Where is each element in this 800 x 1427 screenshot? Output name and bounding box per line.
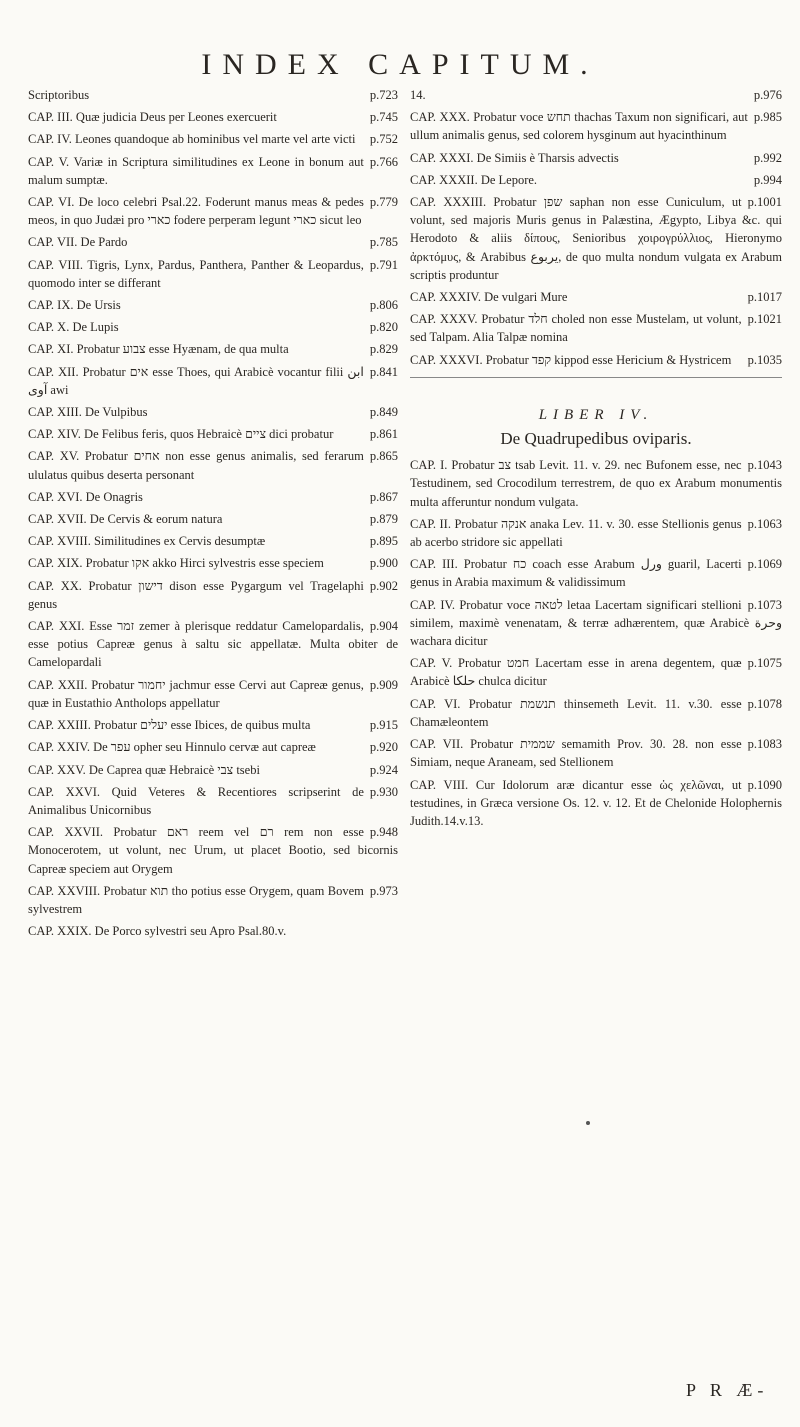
page-number: p.841	[369, 364, 398, 379]
left-entry	[28, 882, 398, 918]
entry-text: CAP. XXI. Esse זמר zemer à plerisque reddatur Camelopardalis, esse potius Capreæ genus à saltu sic appellatæ. Multa obiter de Camelopardali	[28, 619, 398, 670]
left-entry	[28, 510, 398, 528]
left-entry	[28, 738, 398, 756]
right-entry	[410, 149, 782, 167]
entry-text: CAP. XXXI. De Simiis è Tharsis advectis	[410, 150, 619, 165]
entry-text: CAP. XII. Probatur אים esse Thoes, qui Arabicè vocantur filii ابن آوى awi	[28, 364, 364, 397]
page-number: p.1017	[747, 290, 782, 305]
section-rule	[410, 377, 782, 378]
page-number: p.779	[369, 195, 398, 210]
entry-text: CAP. XI. Probatur צבוע esse Hyænam, de qua multa	[28, 342, 289, 357]
liber-title: LIBER IV.	[538, 406, 654, 423]
book4-entry	[410, 654, 782, 690]
book4-entry	[410, 776, 782, 831]
entry-text: CAP. VII. Probatur שממית semamith Prov. 30. 28. non esse Simiam, neque Araneam, sed Stellionem	[410, 737, 742, 770]
entry-text: CAP. XXIV. De עפר opher seu Hinnulo cervæ aut capreæ	[28, 740, 316, 755]
entry-text: CAP. XVII. De Cervis & eorum natura	[28, 512, 223, 527]
page-number: p.879	[369, 512, 398, 527]
page-number: p.829	[369, 342, 398, 357]
entry-text: CAP. VII. De Pardo	[28, 235, 128, 250]
left-entry	[28, 108, 398, 126]
page-number: p.1069	[747, 557, 782, 572]
entry-text: CAP. X. De Lupis	[28, 320, 119, 335]
entry-text: CAP. II. Probatur אנקה anaka Lev. 11. v. 30. esse Stellionis genus ab acerbo stridore sic appellati	[410, 516, 742, 550]
page-number: p.791	[369, 257, 398, 272]
entry-text: CAP. XXIII. Probatur יעלים esse Ibices, de quibus multa	[28, 718, 311, 733]
entry-text: CAP. III. Quæ judicia Deus per Leones exercuerit	[28, 110, 277, 125]
entry-text: CAP. XXXIII. Probatur שפן saphan non esse Cuniculum, ut volunt, sed majoris Muris genus in Palæstina, Ægypto, Libya &c. qui Herodoto & aliis δίπους, Senioribus χοιρογρύλλιος, Hieronymo ἀρκτόμυς, & Arabibus يربوع, de quo multa nondum vulgata ex Arabum scriptis produntur	[410, 195, 782, 282]
right-entry	[410, 86, 782, 104]
entry-text: CAP. XIII. De Vulpibus	[28, 405, 148, 420]
book4-entry	[410, 555, 782, 591]
right-entry	[410, 108, 782, 144]
page-number: p.1073	[747, 597, 782, 612]
page-number: p.904	[369, 619, 398, 634]
entry-text: CAP. XXV. De Caprea quæ Hebraicè צבי tsebi	[28, 762, 260, 777]
page-number: p.992	[753, 150, 782, 165]
book4-entry	[410, 596, 782, 651]
entry-text: CAP. V. Variæ in Scriptura similitudines ex Leone in bonum aut malum sumptæ.	[28, 154, 364, 187]
right-entry	[410, 351, 782, 369]
entry-text: CAP. XV. Probatur אחים non esse genus animalis, sed ferarum ululatus quibus deserta personant	[28, 449, 364, 482]
entry-text: CAP. V. Probatur חמט Lacertam esse in arena degentem, quæ Arabicè حلكا chulca dicitur	[410, 656, 742, 689]
entry-text: CAP. XIV. De Felibus feris, quos Hebraicè ציים dici probatur	[28, 427, 334, 442]
page-number: p.1043	[747, 458, 782, 473]
left-entry	[28, 577, 398, 613]
entry-text: CAP. VIII. Tigris, Lynx, Pardus, Panthera, Panther & Leopardus, quomodo inter se differant	[28, 257, 364, 290]
left-entry	[28, 554, 398, 572]
left-entry	[28, 532, 398, 550]
entry-text: CAP. XIX. Probatur אקו akko Hirci sylvestris esse speciem	[28, 556, 324, 571]
page-number: p.915	[369, 718, 398, 733]
book4-entry	[410, 735, 782, 771]
entry-text: 14.	[410, 88, 426, 102]
page-number: p.785	[369, 235, 398, 250]
right-entry	[410, 310, 782, 346]
left-entry	[28, 153, 398, 189]
left-entry	[28, 363, 398, 399]
entry-text: CAP. IX. De Ursis	[28, 298, 121, 313]
ink-blot	[586, 1121, 590, 1125]
entry-text: CAP. XXVIII. Probatur תוא tho potius esse Orygem, quam Bovem sylvestrem	[28, 883, 364, 916]
right-column	[410, 86, 782, 834]
page-number: p.820	[369, 320, 398, 335]
book4-entry	[410, 695, 782, 731]
entry-text: CAP. IV. Leones quandoque ab hominibus vel marte vel arte victi	[28, 132, 356, 147]
page-number: p.1090	[747, 777, 782, 792]
entry-text: CAP. XXXVI. Probatur קפד kippod esse Hericium & Hystricem	[410, 352, 732, 367]
left-entry	[28, 783, 398, 819]
entry-text: CAP. III. Probatur כח coach esse Arabum ورل guaril, Lacerti genus in Arabia maximum & validissimum	[410, 557, 742, 590]
left-entry	[28, 488, 398, 506]
entry-text: Scriptoribus	[28, 88, 90, 102]
entry-text: CAP. XVI. De Onagris	[28, 489, 143, 504]
entry-text: CAP. XXVII. Probatur ראם reem vel רם rem non esse Monocerotem, ut volunt, nec Urum, ut placet Bootio, sed bicornis Capreæ speciem aut Orygem	[28, 825, 398, 876]
page-number: p.920	[369, 740, 398, 755]
page-number: p.1063	[747, 516, 782, 531]
page-header: INDEX CAPITUM.	[201, 48, 599, 81]
section-title: De Quadrupedibus oviparis.	[500, 429, 692, 449]
page-number: p.1075	[747, 656, 782, 671]
page-number: p.752	[369, 132, 398, 147]
page-number: p.1001	[747, 195, 782, 210]
left-entry	[28, 425, 398, 443]
page-number: p.909	[369, 677, 398, 692]
page-number: p.973	[369, 883, 398, 898]
page-number: p.924	[369, 762, 398, 777]
left-entry	[28, 617, 398, 672]
page-number: p.806	[369, 298, 398, 313]
book4-entry	[410, 515, 782, 551]
page-number: p.930	[369, 784, 398, 799]
left-entry	[28, 676, 398, 712]
page-number: p.865	[369, 449, 398, 464]
page-number: p.985	[753, 110, 782, 125]
page-number: p.976	[753, 88, 782, 102]
entry-text: CAP. XXII. Probatur יחמור jachmur esse Cervi aut Capreæ genus, quæ in Eustathio Antholops appellatur	[28, 677, 364, 710]
left-entry	[28, 318, 398, 336]
left-entry	[28, 761, 398, 779]
entry-text: CAP. XXIX. De Porco sylvestri seu Apro Psal.80.v.	[28, 924, 287, 939]
page-number: p.867	[369, 489, 398, 504]
right-entry	[410, 193, 782, 284]
right-entry	[410, 171, 782, 189]
left-entry	[28, 233, 398, 251]
page-number: p.994	[753, 172, 782, 187]
left-entry	[28, 823, 398, 878]
entry-text: CAP. VI. De loco celebri Psal.22. Foderunt manus meas & pedes meos, in quo Judæi pro כארי fodere perperam legunt כארי sicut leo	[28, 195, 364, 228]
page-number: p.1035	[747, 352, 782, 367]
entry-text: CAP. XVIII. Similitudines ex Cervis desumptæ	[28, 534, 266, 549]
left-entry	[28, 256, 398, 292]
left-entry	[28, 922, 398, 940]
left-entry	[28, 447, 398, 483]
left-entry	[28, 193, 398, 229]
page-number: p.1021	[747, 312, 782, 327]
entry-text: CAP. XXXV. Probatur חלד choled non esse Mustelam, ut volunt, sed Talpam. Alia Talpæ nomina	[410, 312, 742, 345]
page-number: p.745	[369, 110, 398, 125]
entry-text: CAP. XXXII. De Lepore.	[410, 172, 538, 187]
entry-text: CAP. VIII. Cur Idolorum aræ dicantur esse ὡς χελῶναι, ut testudines, in Græca versione Os. 12. v. 12. Et de Chelonide Holophernis Judith.14.v.13.	[410, 777, 782, 828]
right-entries	[410, 86, 782, 369]
page-number: p.895	[369, 534, 398, 549]
page-number: p.1083	[747, 737, 782, 752]
entry-text: CAP. IV. Probatur voce לטאה letaa Lacertam significari stellioni similem, maximè venenatam, & terræ adhærentem, quæ Arabicè وحرة wachara dicitur	[410, 597, 782, 649]
entry-text: CAP. VI. Probatur תנשמת thinsemeth Levit. 11. v.30. esse Chamæleontem	[410, 696, 742, 729]
left-entry	[28, 716, 398, 734]
entry-text: CAP. XX. Probatur דישון dison esse Pygargum vel Tragelaphi genus	[28, 578, 364, 611]
entry-text: CAP. XXX. Probatur voce תחש thachas Taxum non significari, aut ullum animalis genus, sed colorem hysginum aut hyacinthinum	[410, 110, 748, 143]
left-entry	[28, 86, 398, 104]
entry-text: CAP. XXVI. Quid Veteres & Recentiores scripserint de Animalibus Unicornibus	[28, 784, 364, 817]
left-entry	[28, 403, 398, 421]
left-entry	[28, 130, 398, 148]
entry-text: CAP. I. Probatur צב tsab Levit. 11. v. 29. nec Bufonem esse, nec Testudinem, sed Crocodilum terrestrem, de quo ex Arabum monumentis multa afferuntur nondum vulgata.	[410, 458, 782, 509]
left-entry	[28, 340, 398, 358]
book4-entries	[410, 456, 782, 830]
left-column	[28, 86, 398, 944]
catchword: P R Æ-	[686, 1380, 769, 1400]
book4-entry	[410, 456, 782, 511]
page-number: p.1078	[747, 696, 782, 711]
page-number: p.861	[369, 427, 398, 442]
page-number: p.723	[369, 88, 398, 102]
right-entry	[410, 288, 782, 306]
page-number: p.948	[369, 825, 398, 840]
entry-text: CAP. XXXIV. De vulgari Mure	[410, 290, 568, 305]
page-number: p.849	[369, 405, 398, 420]
page-number: p.900	[369, 556, 398, 571]
page-number: p.902	[369, 578, 398, 593]
left-entry	[28, 296, 398, 314]
page-number: p.766	[369, 154, 398, 169]
